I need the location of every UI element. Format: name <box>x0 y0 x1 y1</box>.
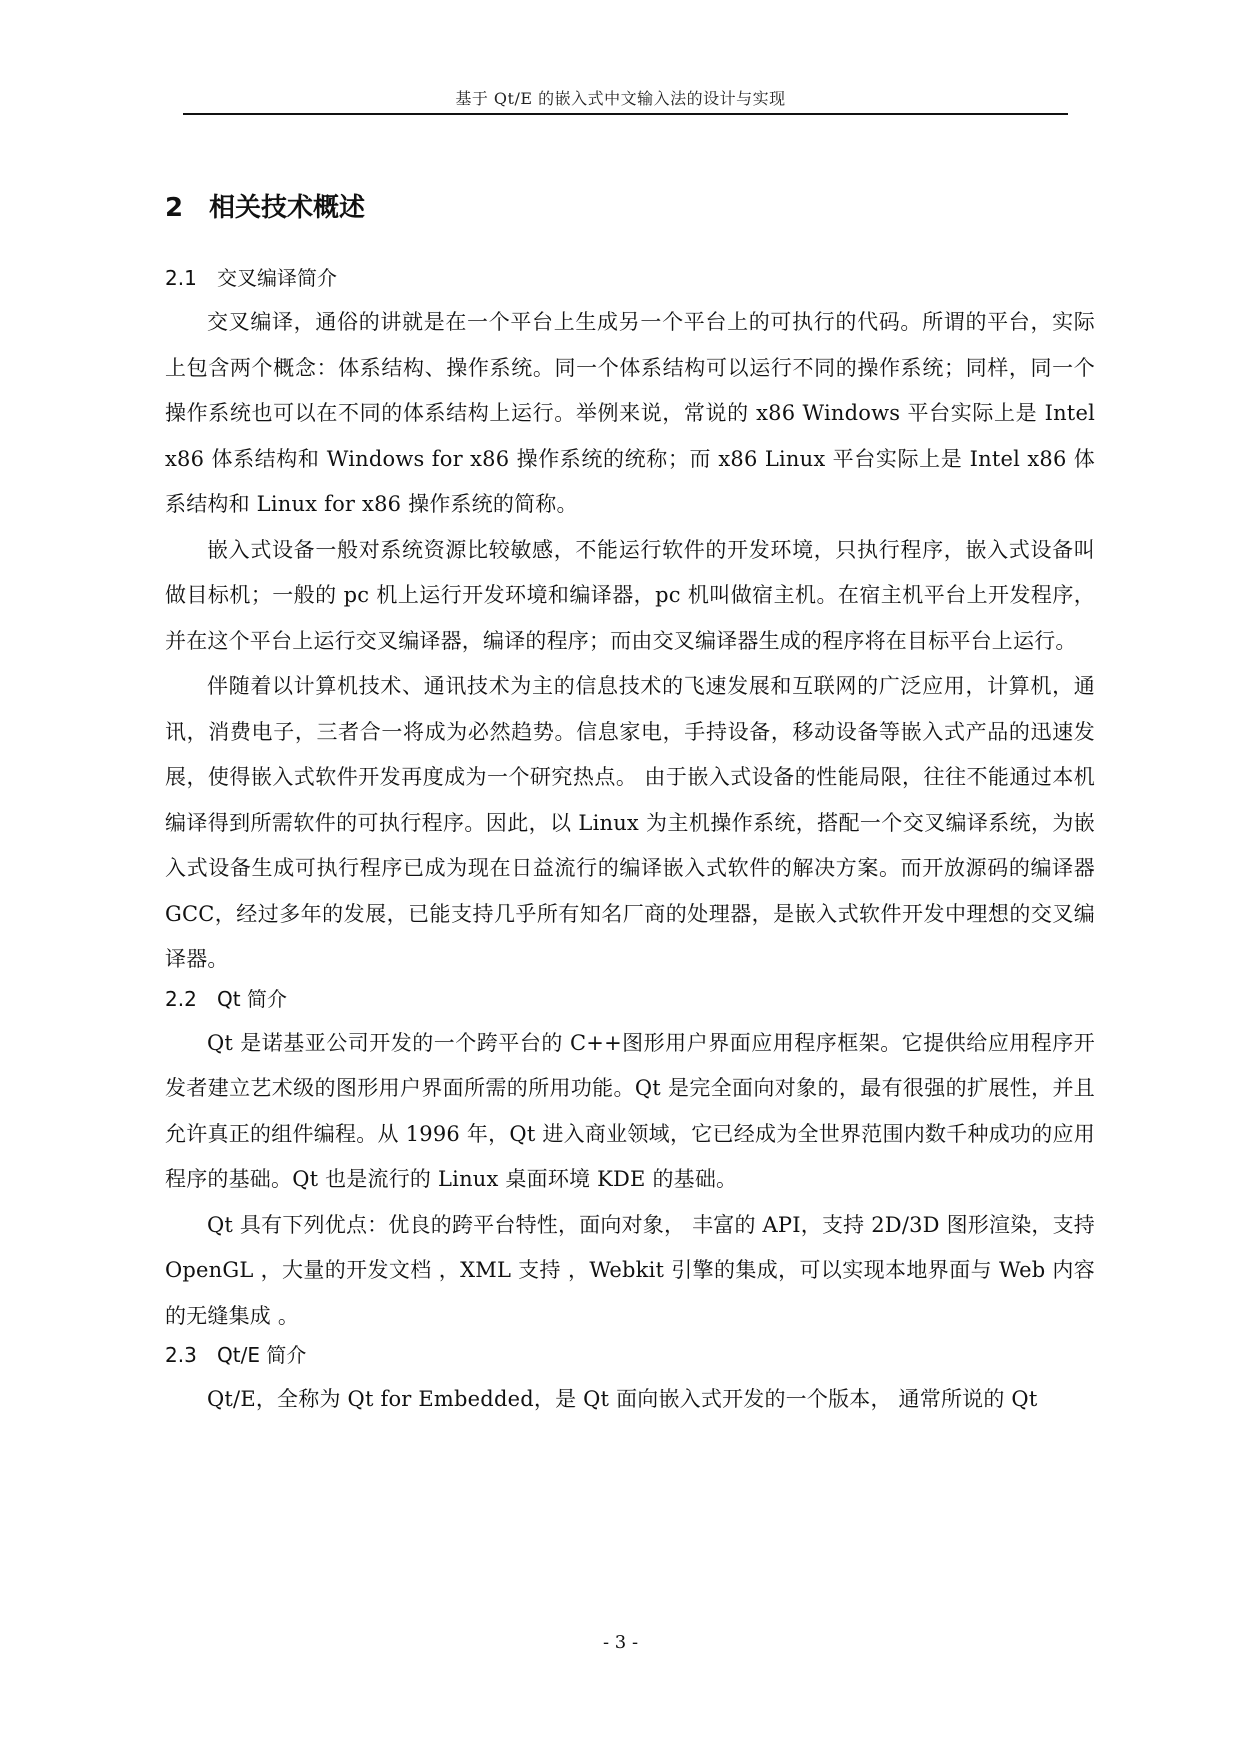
section-title-text: 交叉编译简介 <box>217 266 337 290</box>
section-title <box>165 1339 1095 1371</box>
section-title <box>165 262 1095 294</box>
paragraph: 交叉编译，通俗的讲就是在一个平台上生成另一个平台上的可执行的代码。所谓的平台，实际上包含两个概念：体系结构、操作系统。同一个体系结构可以运行不同的操作系统；同样，同一个操作系统也可以在不同的体系结构上运行。举例来说，常说的 x86 Windows 平台实际上是 Intel x86 体系结构和 Windows for x86 操作系统的统称；而 x86 Linux 平台实际上是 Intel x86 体系结构和 Linux for x86 操作系统的简称。 <box>165 310 1095 516</box>
section-number: 2.2 <box>165 986 197 1011</box>
running-header: 基于 Qt/E 的嵌入式中文输入法的设计与实现 <box>455 89 786 108</box>
section-number: 2.1 <box>165 266 197 290</box>
section-title <box>165 983 1095 1015</box>
section-title-text: Qt 简介 <box>217 986 287 1011</box>
section-title-text: Qt/E 简介 <box>217 1343 307 1367</box>
chapter-title-text: 相关技术概述 <box>209 193 366 223</box>
header-rule <box>183 113 1068 115</box>
chapter-number: 2 <box>165 193 184 223</box>
paragraph: Qt/E，全称为 Qt for Embedded，是 Qt 面向嵌入式开发的一个版本， 通常所说的 Qt <box>207 1387 1038 1411</box>
paragraph: 嵌入式设备一般对系统资源比较敏感，不能运行软件的开发环境，只执行程序，嵌入式设备叫做目标机；一般的 pc 机上运行开发环境和编译器，pc 机叫做宿主机。在宿主机平台上开发程序，并在这个平台上运行交叉编译器，编译的程序；而由交叉编译器生成的程序将在目标平台上运行。 <box>165 537 1095 653</box>
paragraph: Qt 具有下列优点：优良的跨平台特性，面向对象， 丰富的 API，支持 2D/3D 图形渲染，支持 OpenGL ，大量的开发文档 ，XML 支持 ，Webkit 引擎的集成，可以实现本地界面与 Web 内容的无缝集成 。 <box>165 1212 1095 1328</box>
section-number: 2.3 <box>165 1343 197 1367</box>
page-content <box>165 190 1095 1423</box>
paragraph: 伴随着以计算机技术、通讯技术为主的信息技术的飞速发展和互联网的广泛应用，计算机，通讯，消费电子，三者合一将成为必然趋势。信息家电，手持设备，移动设备等嵌入式产品的迅速发展，使得嵌入式软件开发再度成为一个研究热点。 由于嵌入式设备的性能局限，往往不能通过本机编译得到所需软件的可执行程序。因此，以 Linux 为主机操作系统，搭配一个交叉编译系统，为嵌入式设备生成可执行程序已成为现在日益流行的编译嵌入式软件的解决方案。而开放源码的编译器 GCC，经过多年的发展，已能支持几乎所有知名厂商的处理器，是嵌入式软件开发中理想的交叉编译器。 <box>165 674 1095 971</box>
chapter-title <box>165 190 1095 226</box>
page-number: - 3 - <box>602 1632 639 1653</box>
paragraph: Qt 是诺基亚公司开发的一个跨平台的 C++图形用户界面应用程序框架。它提供给应用程序开发者建立艺术级的图形用户界面所需的所用功能。Qt 是完全面向对象的，最有很强的扩展性，并且允许真正的组件编程。从 1996 年，Qt 进入商业领域，它已经成为全世界范围内数千种成功的应用程序的基础。Qt 也是流行的 Linux 桌面环境 KDE 的基础。 <box>165 1030 1095 1191</box>
